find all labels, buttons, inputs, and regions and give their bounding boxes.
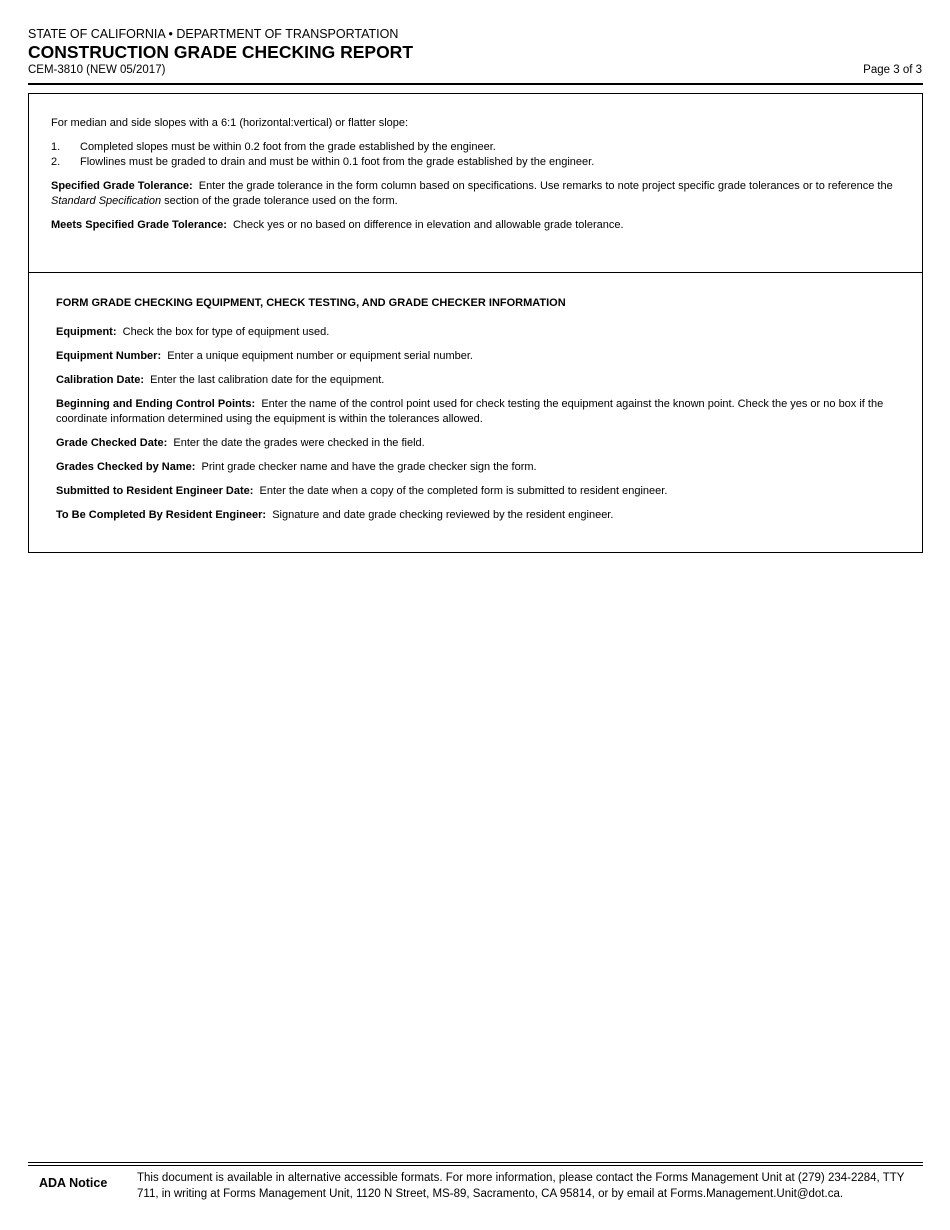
- entry-label: Calibration Date:: [56, 374, 145, 386]
- entry-text: Print grade checker name and have the grade checker sign the form.: [201, 461, 537, 473]
- slope-intro: For median and side slopes with a 6:1 (horizontal:vertical) or flatter slope:: [51, 117, 409, 129]
- instruction-entry: [56, 460, 916, 475]
- list-text: Flowlines must be graded to drain and must be within 0.1 foot from the grade established by the engineer.: [80, 156, 595, 168]
- instruction-entry: [56, 397, 916, 427]
- entry-italic-text: Standard Specification: [51, 195, 162, 207]
- instructions-box: [28, 93, 923, 553]
- entry-text: section of the grade tolerance used on the form.: [164, 195, 398, 207]
- entry-text: Enter the last calibration date for the equipment.: [150, 374, 385, 386]
- meets-tolerance-entry: [51, 218, 919, 233]
- list-item: [51, 140, 919, 155]
- ada-notice-label: ADA Notice: [39, 1176, 108, 1190]
- instruction-entry: [56, 436, 916, 451]
- entry-text: Enter the date when a copy of the completed form is submitted to resident engineer.: [259, 485, 668, 497]
- entry-text: Signature and date grade checking reviewed by the resident engineer.: [272, 509, 614, 521]
- entry-text: Enter a unique equipment number or equipment serial number.: [167, 350, 473, 362]
- list-number: 1.: [51, 141, 61, 153]
- list-text: Completed slopes must be within 0.2 foot from the grade established by the engineer.: [80, 141, 496, 153]
- entry-text: Enter the grade tolerance in the form column based on specifications. Use remarks to note project specific grade tolerances or to reference the: [198, 180, 893, 192]
- list-item: [51, 155, 919, 170]
- footer-divider: [28, 1162, 923, 1163]
- entry-label: Equipment:: [56, 326, 117, 338]
- form-number: CEM-3810 (NEW 05/2017): [28, 64, 166, 76]
- equipment-section: [56, 296, 916, 532]
- entry-label: Meets Specified Grade Tolerance:: [51, 219, 227, 231]
- entry-label: Submitted to Resident Engineer Date:: [56, 485, 254, 497]
- footer-divider: [28, 1165, 923, 1166]
- entry-text: Enter the name of the control point used for check testing the equipment against the known point. Check the yes or no box if the coordinate information determined using the equipment is within the tolerances allowed.: [56, 398, 884, 425]
- spec-tolerance-entry: [51, 179, 919, 209]
- header-divider: [28, 83, 923, 85]
- list-number: 2.: [51, 156, 61, 168]
- entry-label: Equipment Number:: [56, 350, 162, 362]
- tolerance-list: [51, 140, 919, 170]
- instruction-entry: [56, 349, 916, 364]
- entry-label: Grade Checked Date:: [56, 437, 168, 449]
- instruction-entry: [56, 484, 916, 499]
- slope-tolerance-section: [51, 116, 919, 242]
- entry-label: Grades Checked by Name:: [56, 461, 196, 473]
- entry-text: Enter the date the grades were checked in the field.: [173, 437, 425, 449]
- instruction-entry: [56, 325, 916, 340]
- entry-text: Check yes or no based on difference in elevation and allowable grade tolerance.: [232, 219, 624, 231]
- entry-label: Beginning and Ending Control Points:: [56, 398, 256, 410]
- instruction-entry: [56, 508, 916, 523]
- section-heading: FORM GRADE CHECKING EQUIPMENT, CHECK TESTING, AND GRADE CHECKER INFORMATION: [56, 297, 566, 309]
- entry-label: To Be Completed By Resident Engineer:: [56, 509, 267, 521]
- instruction-entry: [56, 373, 916, 388]
- entry-text: Check the box for type of equipment used.: [122, 326, 330, 338]
- page-number: Page 3 of 3: [863, 64, 922, 76]
- ada-notice-text: This document is available in alternative accessible formats. For more information, please contact the Forms Management Unit at (279) 234-2284, TTY 711, in writing at Forms Management Unit, 1120 N Street, MS-89, Sacramento, CA 95814, or by email at Forms.Management.Unit@dot.ca.: [137, 1172, 905, 1200]
- entry-label: Specified Grade Tolerance:: [51, 180, 193, 192]
- form-title: CONSTRUCTION GRADE CHECKING REPORT: [28, 42, 414, 62]
- section-divider: [29, 272, 922, 273]
- agency-name: STATE OF CALIFORNIA • DEPARTMENT OF TRANSPORTATION: [28, 27, 399, 41]
